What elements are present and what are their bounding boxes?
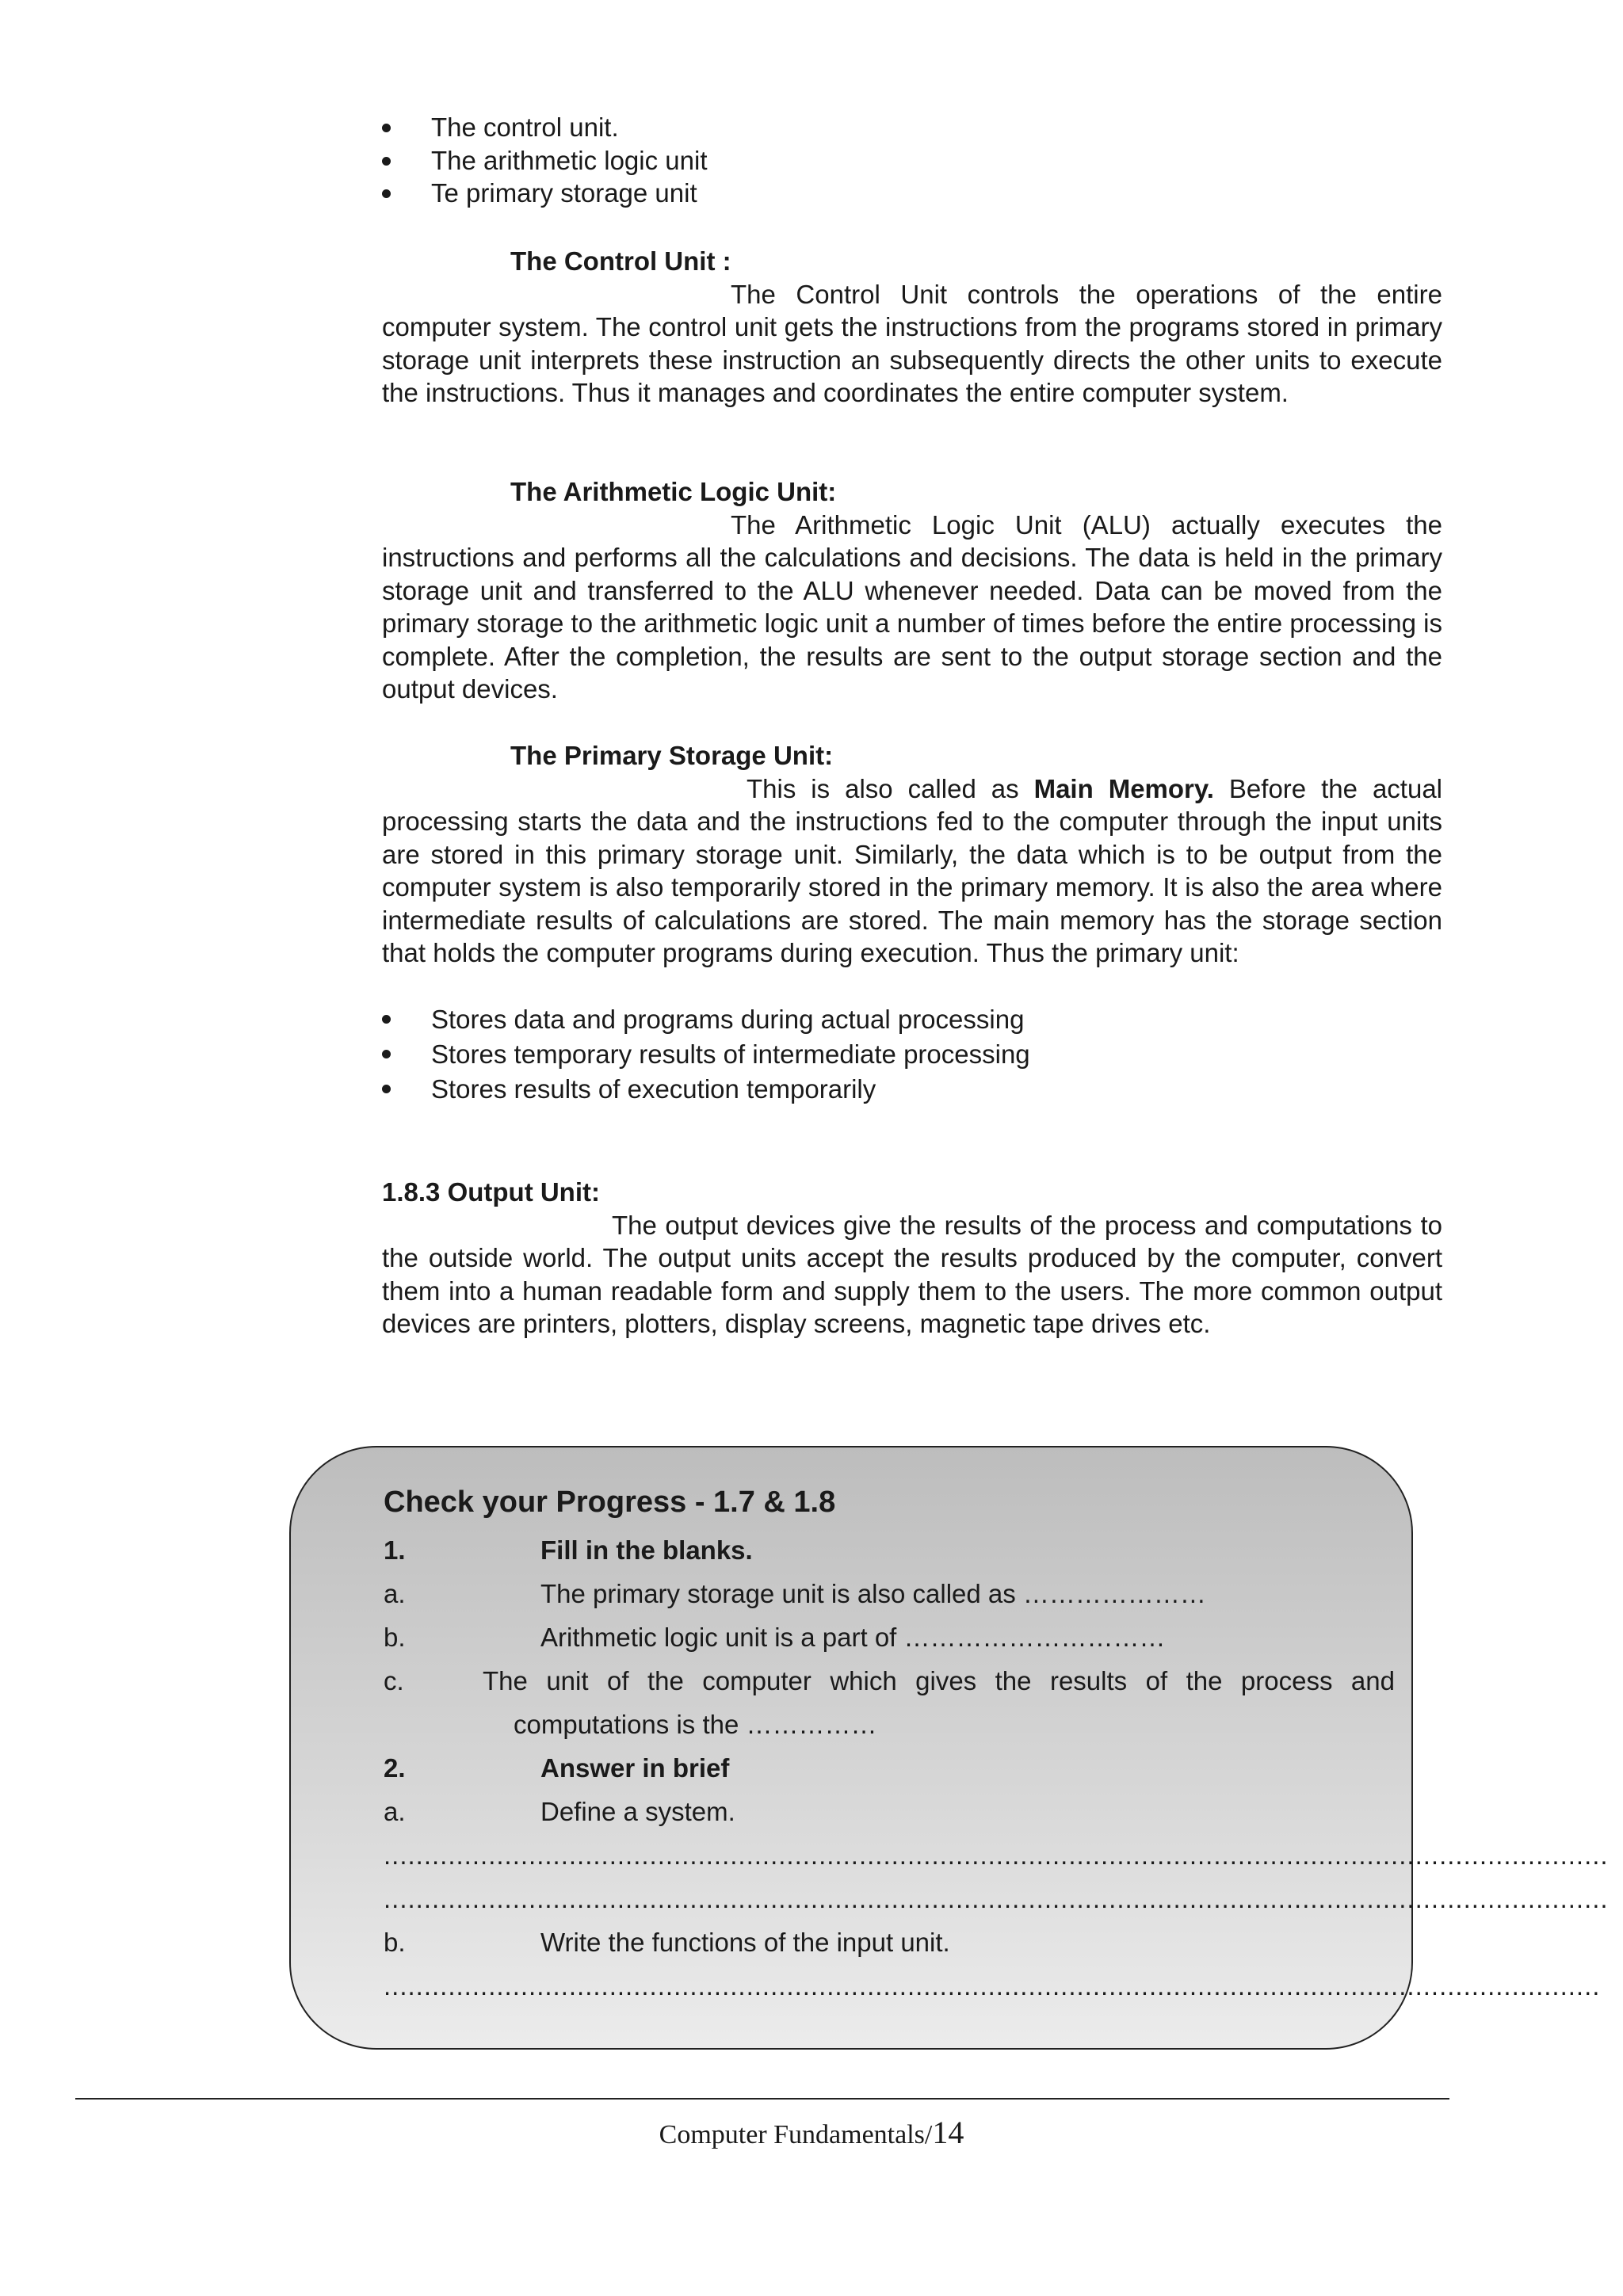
list-item: Stores temporary results of intermediate processing [382, 1037, 1442, 1072]
intro-bullet-list [382, 111, 1442, 210]
alu-heading: The Arithmetic Logic Unit: [510, 477, 837, 506]
question-1c [384, 1659, 1395, 1703]
output-unit-lead-line [382, 1209, 1442, 1242]
question-text: Fill in the blanks. [540, 1535, 753, 1565]
question-number: a. [384, 1796, 406, 1826]
question-number: b. [384, 1622, 406, 1652]
list-item: Stores results of execution temporarily [382, 1072, 1442, 1107]
output-unit-section [382, 1176, 1442, 1341]
output-unit-body: the outside world. The output units accept the results produced by the computer, convert them into a human readable form and supply them to the users. The more common output devices are printers, plotters, display screens, magnetic tape drives etc. [382, 1243, 1442, 1338]
question-text: The primary storage unit is also called as ………………… [540, 1578, 1206, 1608]
primary-storage-lead-line [382, 772, 1442, 806]
list-item: The control unit. [382, 111, 1442, 144]
alu-section [382, 475, 1442, 706]
answer-line: ........................................................................................................................................................ [384, 1840, 1609, 1870]
question-number: 2. [384, 1753, 406, 1783]
list-item: Te primary storage unit [382, 177, 1442, 210]
question-text: Define a system. [540, 1796, 735, 1826]
question-number: 1. [384, 1535, 406, 1565]
page-footer [0, 2114, 1623, 2151]
answer-line: ....................................................................................................................................................... [384, 1971, 1601, 2000]
footer-rule [75, 2098, 1449, 2100]
control-unit-heading: The Control Unit : [510, 246, 731, 276]
primary-storage-lead-before: This is also called as [747, 773, 1034, 803]
answer-line: ........................................................................................................................................................ [384, 1884, 1609, 1913]
primary-storage-heading: The Primary Storage Unit: [510, 741, 834, 770]
check-progress-content [384, 1481, 1609, 2008]
question-text: Write the functions of the input unit. [540, 1927, 950, 1957]
question-number: b. [384, 1927, 406, 1957]
question-text: computations is the …………… [514, 1709, 877, 1739]
alu-body: instructions and performs all the calculations and decisions. The data is held in the primary storage unit and transferred to the ALU whenever needed. Data can be moved from the primary storage to the arithmetic logic unit a number of times before the entire processing is complete. After the completion, the results are sent to the output storage section and the output devices. [382, 543, 1442, 704]
alu-lead: The Arithmetic Logic Unit (ALU) actually executes the [731, 509, 1442, 540]
main-memory-term: Main Memory. [1033, 773, 1214, 803]
question-2a [384, 1790, 1395, 1833]
question-2b [384, 1920, 1395, 1964]
primary-storage-lead-after: Before the actual [1213, 773, 1442, 803]
output-unit-lead: The output devices give the results of the process and computations to [612, 1210, 1442, 1240]
control-unit-section [382, 245, 1442, 410]
alu-lead-line [382, 509, 1442, 542]
control-unit-lead: The Control Unit controls the operations of the entire [731, 279, 1442, 309]
question-text: The unit of the computer which gives the results of the process and [483, 1665, 1395, 1695]
list-item: Stores data and programs during actual processing [382, 1002, 1442, 1037]
output-unit-heading: 1.8.3 Output Unit: [382, 1177, 600, 1207]
footer-title: Computer Fundamentals/ [659, 2120, 933, 2149]
question-1c-continued [384, 1703, 1395, 1746]
intro-section [382, 111, 1442, 210]
question-2 [384, 1746, 1395, 1790]
question-1a [384, 1572, 1395, 1615]
primary-storage-section [382, 739, 1442, 1107]
question-1b [384, 1615, 1395, 1659]
check-progress-title: Check your Progress - 1.7 & 1.8 [384, 1486, 836, 1519]
primary-storage-bullet-list [382, 1002, 1442, 1107]
page-number: 14 [932, 2115, 964, 2150]
list-item: The arithmetic logic unit [382, 144, 1442, 177]
check-progress-box [289, 1446, 1609, 2050]
control-unit-lead-line [382, 278, 1442, 311]
control-unit-body: computer system. The control unit gets the instructions from the programs stored in primary storage unit interprets these instruction an subsequently directs the other units to execute the instructions. Thus it manages and coordinates the entire computer system. [382, 312, 1442, 407]
question-text: Arithmetic logic unit is a part of ………………………… [540, 1622, 1166, 1652]
primary-storage-body: processing starts the data and the instructions fed to the computer through the input units are stored in this primary storage unit. Similarly, the data which is to be output from the computer system is also temporarily stored in the primary memory. It is also the area where intermediate results of calculations are stored. The main memory has the storage section that holds the computer programs during execution. Thus the primary unit: [382, 807, 1442, 967]
question-number: a. [384, 1578, 406, 1608]
question-number: c. [384, 1665, 404, 1695]
question-text: Answer in brief [540, 1753, 730, 1783]
question-1 [384, 1528, 1395, 1572]
